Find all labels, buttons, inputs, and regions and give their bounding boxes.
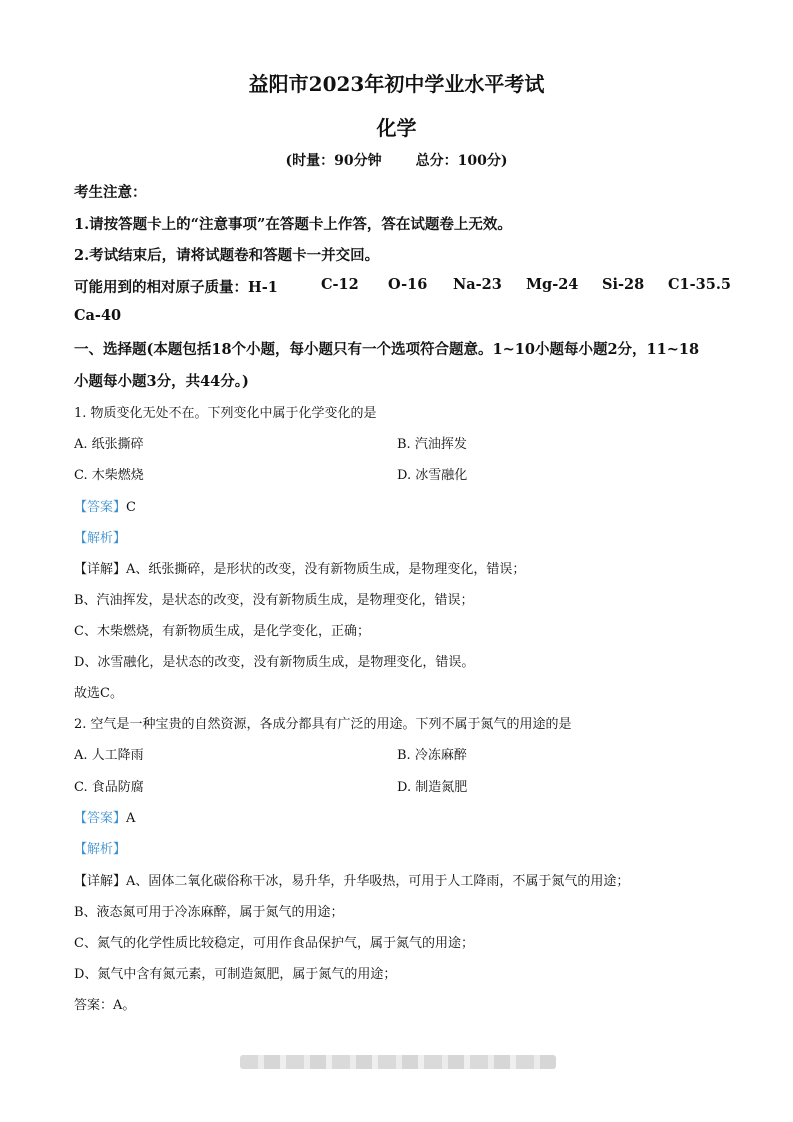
section-heading-line-2: 小题每小题3分，共44分。) (74, 373, 249, 390)
atomic-mass-mg: Mg-24 (526, 276, 579, 293)
exam-info (0, 150, 793, 170)
q1-option-d: D. 冰雪融化 (397, 468, 468, 483)
q1-detail-3: C、木柴燃烧，有新物质生成，是化学变化，正确； (74, 624, 370, 639)
atomic-mass-o: O-16 (388, 276, 428, 293)
q1-detail-4: D、冰雪融化，是状态的改变，没有新物质生成，是物理变化，错误。 (74, 655, 475, 670)
answer-tag: 【答案】 (74, 811, 127, 826)
q1-answer (74, 496, 136, 515)
q2-stem: 2. 空气是一种宝贵的自然资源，各成分都具有广泛的用途。下列不属于氮气的用途的是 (74, 717, 572, 732)
q2-option-a: A. 人工降雨 (74, 748, 144, 763)
q1-stem: 1. 物质变化无处不在。下列变化中属于化学变化的是 (74, 406, 377, 421)
detail-tag: 【详解】 (74, 562, 127, 577)
notice-item-1: 1.请按答题卡上的“注意事项”在答题卡上作答，答在试题卷上无效。 (74, 216, 512, 233)
subject-title: 化学 (376, 116, 417, 140)
q1-option-c: C. 木柴燃烧 (74, 468, 144, 483)
q2-detail-text-1: A、固体二氧化碳俗称干冰，易升华，升华吸热，可用于人工降雨，不属于氮气的用途； (126, 874, 630, 889)
atomic-mass-c: C-12 (321, 276, 359, 293)
q1-detail-1 (74, 558, 525, 577)
q2-detail-3: C、氮气的化学性质比较稳定，可用作食品保护气，属于氮气的用途； (74, 936, 474, 951)
q2-option-b: B. 冷冻麻醉 (397, 748, 467, 763)
detail-tag: 【详解】 (74, 874, 127, 889)
q1-answer-value: C (126, 500, 136, 515)
atomic-mass-label: 可能用到的相对原子质量：H-1 (74, 279, 278, 296)
atomic-mass-cl: C1-35.5 (668, 276, 731, 293)
q2-detail-4: D、氮气中含有氮元素，可制造氮肥，属于氮气的用途； (74, 967, 397, 982)
q2-option-d: D. 制造氮肥 (397, 780, 468, 795)
exam-time: (时量：90分钟 (285, 153, 382, 169)
q1-conclusion: 故选C。 (74, 686, 123, 701)
q2-answer (74, 807, 135, 826)
section-heading-line-1: 一、选择题(本题包括18个小题，每小题只有一个选项符合题意。1~10小题每小题2分，11~18 (74, 341, 700, 358)
blurred-footer-watermark (240, 1055, 556, 1069)
q2-answer-value: A (126, 811, 136, 826)
notice-heading: 考生注意： (74, 184, 147, 201)
q2-detail-2: B、液态氮可用于冷冻麻醉，属于氮气的用途； (74, 905, 344, 920)
atomic-mass-ca: Ca-40 (74, 307, 122, 324)
q1-detail-text-1: A、纸张撕碎，是形状的改变，没有新物质生成，是物理变化，错误； (126, 562, 526, 577)
exam-score: 总分：100分) (415, 153, 508, 169)
q2-option-c: C. 食品防腐 (74, 780, 144, 795)
exam-title: 益阳市2023年初中学业水平考试 (248, 72, 545, 96)
q2-detail-1 (74, 870, 629, 889)
q2-conclusion: 答案：A。 (74, 998, 136, 1013)
notice-item-2: 2.考试结束后，请将试题卷和答题卡一并交回。 (74, 247, 380, 264)
q2-analysis-tag: 【解析】 (74, 842, 127, 857)
q1-detail-2: B、汽油挥发，是状态的改变，没有新物质生成，是物理变化，错误； (74, 593, 474, 608)
q1-option-a: A. 纸张撕碎 (74, 437, 144, 452)
answer-tag: 【答案】 (74, 500, 127, 515)
q1-analysis-tag: 【解析】 (74, 531, 127, 546)
atomic-mass-na: Na-23 (453, 276, 502, 293)
atomic-mass-si: Si-28 (602, 276, 645, 293)
q1-option-b: B. 汽油挥发 (397, 437, 467, 452)
